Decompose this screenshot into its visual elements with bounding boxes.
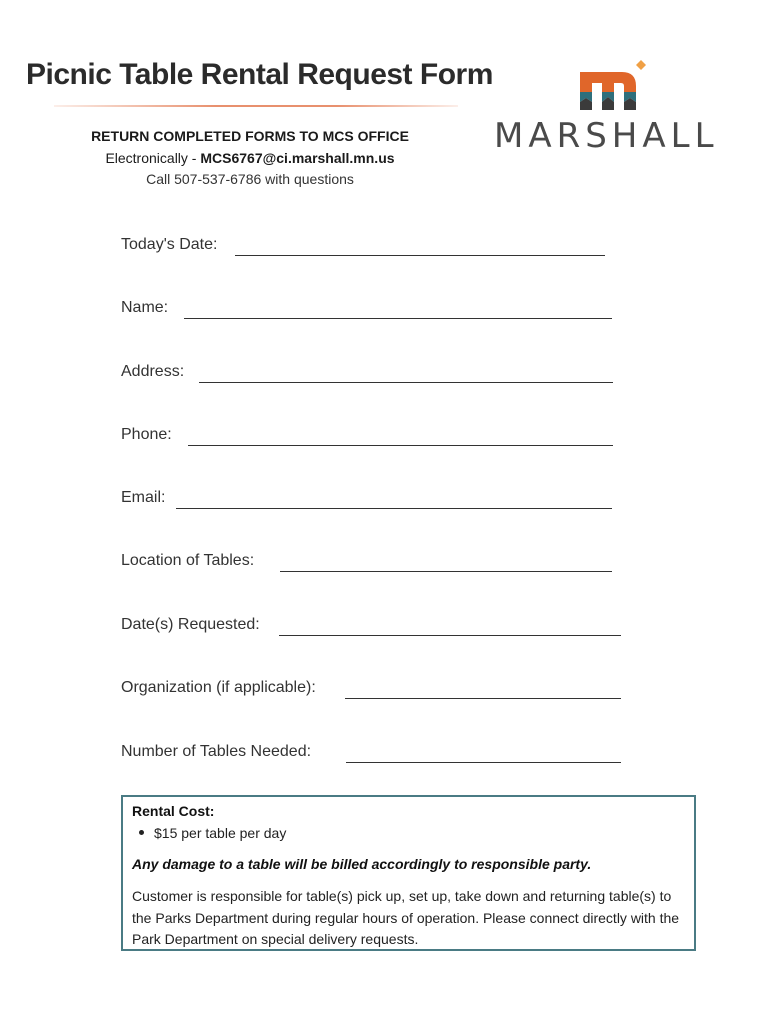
rental-cost-box <box>121 795 696 951</box>
field-label-todays-date: Today's Date: <box>121 236 218 253</box>
address-input-line[interactable] <box>199 382 613 383</box>
rental-cost-price: $15 per table per day <box>154 825 287 841</box>
field-label-email: Email: <box>121 489 166 506</box>
field-label-number-of-tables: Number of Tables Needed: <box>121 743 312 760</box>
field-email[interactable] <box>121 489 612 513</box>
field-label-dates-requested: Date(s) Requested: <box>121 616 260 633</box>
location-input-line[interactable] <box>280 571 612 572</box>
field-number-of-tables[interactable] <box>121 743 621 767</box>
email-instructions <box>0 150 500 166</box>
field-todays-date[interactable] <box>121 236 605 260</box>
field-organization[interactable] <box>121 679 621 703</box>
rental-cost-item <box>139 825 286 841</box>
phone-input-line[interactable] <box>188 445 613 446</box>
field-label-address: Address: <box>121 363 185 380</box>
damage-warning: Any damage to a table will be billed accordingly to responsible party. <box>132 856 592 872</box>
field-location-of-tables[interactable] <box>121 552 612 576</box>
email-input-line[interactable] <box>176 508 612 509</box>
title-underline <box>54 105 458 107</box>
name-input-line[interactable] <box>184 318 612 319</box>
dates-requested-input-line[interactable] <box>279 635 621 636</box>
rental-cost-title: Rental Cost: <box>132 803 215 819</box>
marshall-m-logo-icon <box>578 58 648 112</box>
field-phone[interactable] <box>121 426 613 450</box>
field-label-organization: Organization (if applicable): <box>121 679 316 696</box>
logo-wordmark: MARSHALL <box>494 116 719 156</box>
todays-date-input-line[interactable] <box>235 255 605 256</box>
field-label-name: Name: <box>121 299 169 316</box>
customer-responsibility-note: Customer is responsible for table(s) pick up, set up, take down and returning table(s) to the Parks Department during regular hours of operation. Please connect directly with the Park Department on special delivery requests. <box>132 888 680 947</box>
phone-instructions: Call 507-537-6786 with questions <box>146 171 354 187</box>
page-title: Picnic Table Rental Request Form <box>26 58 493 91</box>
organization-input-line[interactable] <box>345 698 621 699</box>
marshall-logo <box>494 58 728 158</box>
office-email: MCS6767@ci.marshall.mn.us <box>200 150 395 166</box>
field-label-phone: Phone: <box>121 426 172 443</box>
bullet-icon <box>139 830 144 835</box>
field-label-location: Location of Tables: <box>121 552 255 569</box>
field-dates-requested[interactable] <box>121 616 621 640</box>
field-name[interactable] <box>121 299 612 323</box>
number-of-tables-input-line[interactable] <box>346 762 621 763</box>
field-address[interactable] <box>121 363 613 387</box>
return-instructions: RETURN COMPLETED FORMS TO MCS OFFICE <box>91 128 409 144</box>
email-prefix: Electronically - <box>105 150 201 166</box>
